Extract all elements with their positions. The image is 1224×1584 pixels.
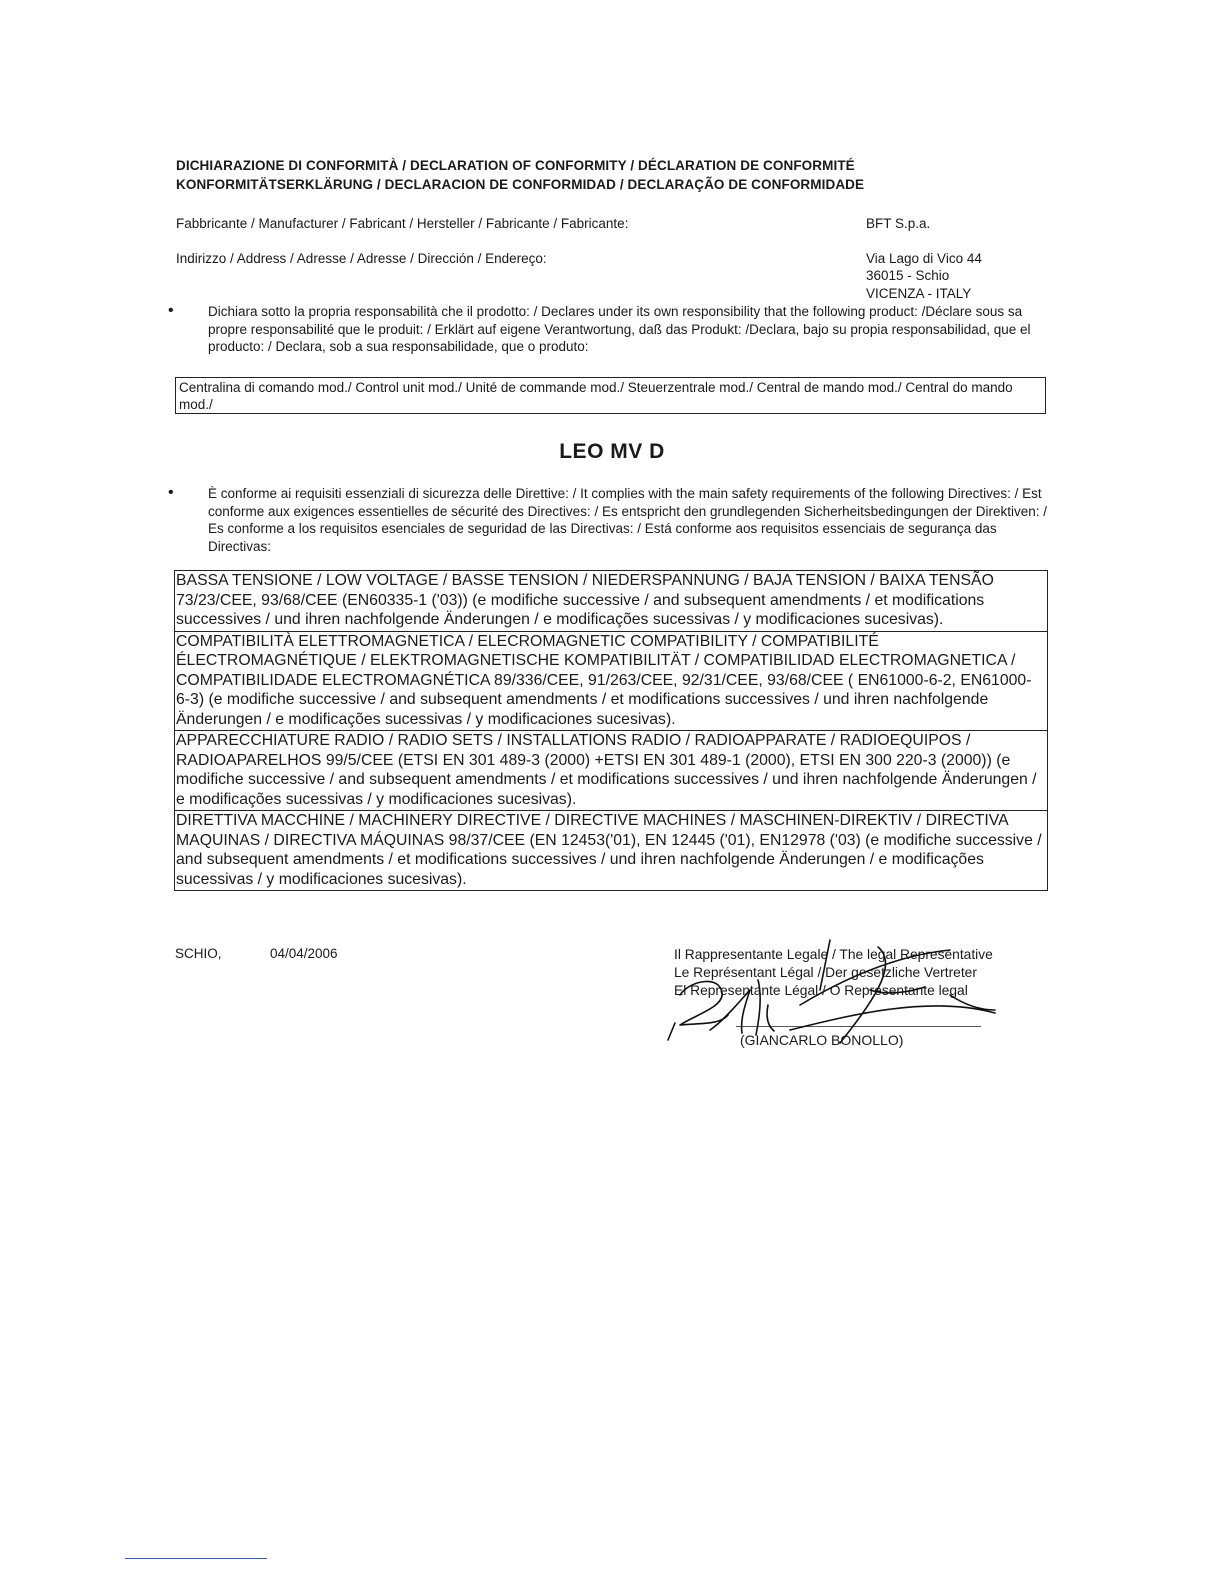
address-line-1: Via Lago di Vico 44 [866,251,982,266]
directive-emc: COMPATIBILITÀ ELETTROMAGNETICA / ELECROMAGNETIC COMPATIBILITY / COMPATIBILITÉ ÉLECTROMAGNÉTIQUE / ELEKTROMAGNETISCHE KOMPATIBILITÄT / COMPATIBILIDAD ELECTROMAGNETICA / COMPATIBILIDADE ELECTROMAGNÉTICA 89/336/CEE, 91/263/CEE, 92/31/CEE, 93/68/CEE ( EN61000-6-2, EN61000-6-3) (e modifiche successive / and subsequent amendments / et modifications successives / und ihren nachfolgende Änderungen / e modificações sucessivas / y modificaciones sucesivas). [175,632,1047,732]
directive-radio: APPARECCHIATURE RADIO / RADIO SETS / INSTALLATIONS RADIO / RADIOAPPARATE / RADIOEQUIPOS / RADIOAPARELHOS 99/5/CEE (ETSI EN 301 489-3 (2000) +ETSI EN 301 489-1 (2000), ETSI EN 300 220-3 (2000)) (e modifiche successive / and subsequent amendments / et modifications successives / und ihren nachfolgende Änderungen / e modificações sucessivas / y modificaciones sucesivas). [175,731,1047,811]
declaration-bullet: • [168,302,174,319]
address-label: Indirizzo / Address / Adresse / Adresse / Dirección / Endereço: [176,251,547,266]
manufacturer-value: BFT S.p.a. [866,216,931,231]
directive-machinery: DIRETTIVA MACCHINE / MACHINERY DIRECTIVE / DIRECTIVE MACHINES / MASCHINEN-DIREKTIV / DIRECTIVA MAQUINAS / DIRECTIVA MÁQUINAS 98/37/CEE (EN 12453('01), EN 12445 ('01), EN12978 ('03) (e modifiche successive / and subsequent amendments / et modifications successives / und ihren nachfolgende Änderungen / e modificações sucessivas / y modificaciones sucesivas). [176,812,1042,888]
directives-table [174,570,1048,891]
title-line-1: DICHIARAZIONE DI CONFORMITÀ / DECLARATION OF CONFORMITY / DÉCLARATION DE CONFORMITÉ [176,158,855,173]
product-description-box [175,377,1046,414]
address-line-2: 36015 - Schio [866,268,950,283]
signing-place: SCHIO, [175,946,222,961]
compliance-text: È conforme ai requisiti essenziali di sicurezza delle Direttive: / It complies with the main safety requirements of the following Directives: / Est conforme aux exigences essentielles de sécurité des Directives: / Es entspricht den grundlegenden Sicherheitsbedingungen der Direktiven: / Es conforme a los requisitos esenciales de seguridad de las Directivas: / Está conforme aos requisitos essenciais de segurança das Directivas: [208,486,1047,554]
address-line-3: VICENZA - ITALY [866,286,972,301]
footnote-rule [125,1558,267,1559]
representative-line-2: Le Représentant Légal / Der gesetzliche Vertreter [674,965,977,980]
product-description: Centralina di comando mod./ Control unit mod./ Unité de commande mod./ Steuerzentrale mod./ Central de mando mod./ Central do mando mod./ [179,380,1013,412]
compliance-bullet: • [168,484,174,501]
signing-date: 04/04/2006 [270,946,338,961]
directive-low-voltage: BASSA TENSIONE / LOW VOLTAGE / BASSE TENSION / NIEDERSPANNUNG / BAJA TENSION / BAIXA TENSÃO 73/23/CEE, 93/68/CEE (EN60335-1 ('03)) (e modifiche successive / and subsequent amendments / et modifications successives / und ihren nachfolgende Änderungen / e modificações sucessivas / y modificaciones sucesivas). [175,571,1047,632]
manufacturer-label: Fabbricante / Manufacturer / Fabricant / Hersteller / Fabricante / Fabricante: [176,216,629,231]
signatory-name: (GIANCARLO BONOLLO) [740,1032,904,1048]
representative-line-3: El Representante Légal / O Representante legal [674,983,968,998]
handwritten-signature-icon [650,935,1010,1055]
title-line-2: KONFORMITÄTSERKLÄRUNG / DECLARACION DE CONFORMIDAD / DECLARAÇÃO DE CONFORMIDADE [176,177,865,192]
product-model: LEO MV D [559,440,665,463]
representative-line-1: Il Rappresentante Legale / The legal Representative [674,947,993,962]
declaration-text: Dichiara sotto la propria responsabilità che il prodotto: / Declares under its own responsibility that the following product: /Déclare sous sa propre responsabilité que le produit: / Erklärt auf eigene Verantwortung, daß das Produkt: /Declara, bajo su propia responsabilidad, que el producto: / Declara, sob a sua responsabilidade, que o produto: [208,304,1031,354]
